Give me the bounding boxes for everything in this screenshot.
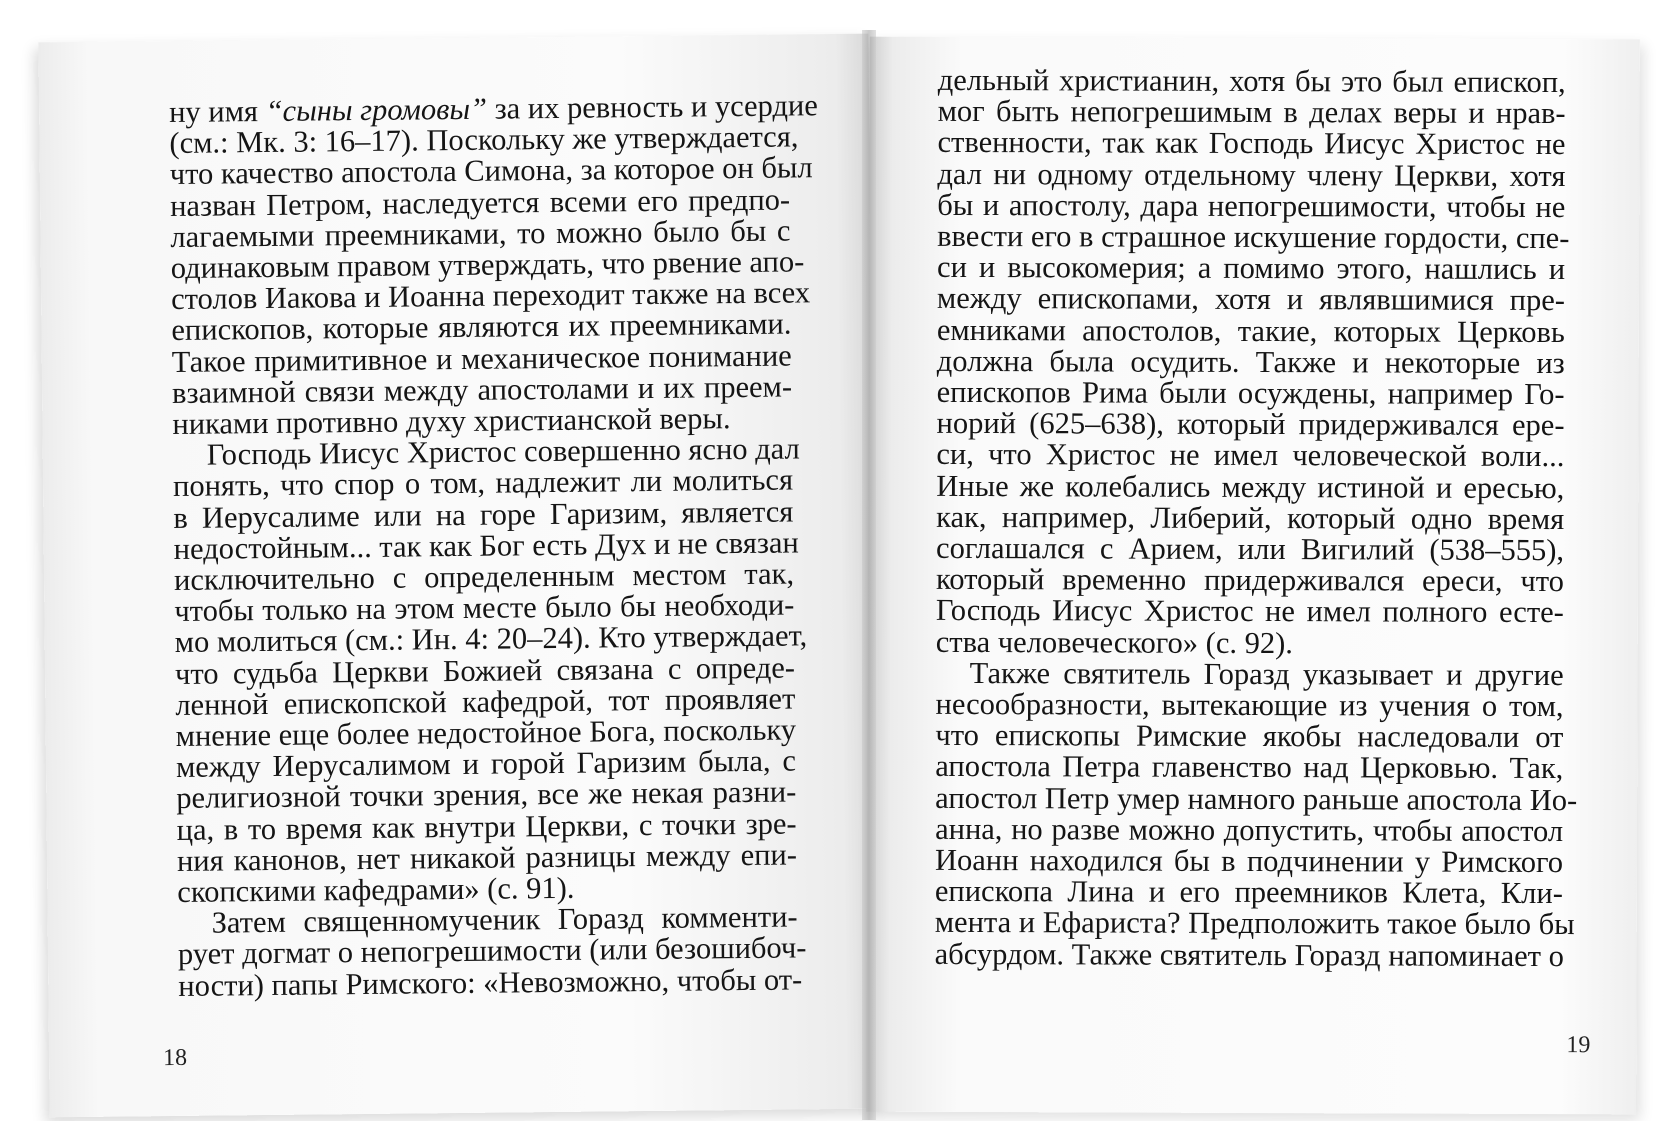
text-line: бы и апостолу, дара непогрешимости, чтобы не [937, 187, 1566, 224]
text-line: Господь Иисус Христос совершенно ясно дал [206, 431, 800, 472]
text-line: си и высокомерия; а помимо этого, нашлись и [937, 250, 1566, 287]
right-page-text [934, 62, 1578, 973]
right-page [866, 37, 1640, 1115]
text-line: между епископами, хотя и являвшимися пре- [936, 281, 1566, 318]
text-line: епископов Рима были осуждены, например Го- [936, 374, 1565, 412]
text-line: апостол Петр умер намного раньше апостола Ио- [935, 780, 1578, 817]
text-line: апостола Петра главенство над Церковью. Так, [935, 749, 1564, 786]
text-line: недостойным... так как Бог есть Дух и не связан [173, 525, 799, 566]
text-line: емниками апостолов, такие, которых Церковь [936, 312, 1565, 349]
text-line: мента и Ефариста? Предположить такое было бы [934, 905, 1575, 942]
text-line: (см.: Мк. 3: 16–17). Поскольку же утверждается, [169, 119, 799, 161]
text-line: Такое примитивное и механическое понимание [171, 338, 792, 379]
text-line: несообразности, вытекающие из учения о том, [935, 686, 1564, 724]
text-line: анна, но разве можно допустить, чтобы апостол [935, 811, 1564, 848]
text-line: ца, в то время как внутри Церкви, с точки зре- [176, 806, 797, 847]
text-line: соглашался с Арием, или Вигилий (538–555), [936, 530, 1565, 568]
text-line: исключительно с определенным местом так, [173, 556, 795, 598]
text-line: епископов, которые являются их преемниками. [171, 306, 792, 348]
text-line: мнение еще более недостойное Бога, поскольку [175, 712, 797, 754]
text-line: ственности, так как Господь Иисус Христос не [937, 125, 1566, 162]
text-line: абсурдом. Также святитель Горазд напоминает о [934, 936, 1564, 973]
text-line: ности) папы Римского: «Невозможно, чтобы от- [178, 962, 803, 1003]
text-line: чтобы только на этом месте было бы необходи- [174, 587, 795, 629]
text-line: дельный христианин, хотя бы это был епископ, [937, 62, 1566, 100]
left-page-text [168, 88, 818, 1003]
text-line: Затем священномученик Горазд комменти- [211, 899, 798, 940]
text-line: Иные же колебались между истиной и ересью, [936, 468, 1565, 505]
text-line: лагаемыми преемниками, то можно было бы с [170, 213, 791, 254]
book-spine [862, 30, 876, 1120]
text-line: что епископы Римские якобы наследовали от [935, 718, 1564, 755]
text-line: столов Иакова и Иоанна переходит также на всех [170, 275, 811, 317]
text-line: религиозной точки зрения, все же некая разни- [176, 774, 797, 816]
text-line: норий (625–638), который придерживался ере- [936, 406, 1565, 443]
text-line: как, например, Либерий, который одно время [936, 499, 1565, 536]
text-line: в Иерусалиме или на горе Гаризим, является [173, 494, 794, 535]
text-line: между Иерусалимом и горой Гаризим была, с [175, 743, 797, 785]
text-line: ства человеческого» (с. 92). [935, 624, 1293, 660]
text-line: понять, что спор о том, надлежит ли молиться [172, 462, 794, 504]
text-line: скопскими кафедрами» (с. 91). [177, 870, 575, 910]
text-line: одинаковым правом утверждать, что рвение апо- [170, 244, 805, 286]
text-line: назван Петром, наследуется всеми его предпо- [169, 182, 791, 223]
text-line: Также святитель Горазд указывает и другие [969, 655, 1564, 692]
text-line: ну имя “сыны громовы” за их ревность и усердие [168, 88, 818, 130]
text-line: мог быть непогрешимым в делах веры и нрав- [937, 94, 1566, 131]
text-line: должна была осудить. Также и некоторые из [936, 343, 1565, 380]
page-number: 19 [1566, 1032, 1591, 1059]
text-line: рует догмат о непогрешимости (или безошибоч- [177, 930, 807, 972]
text-line: Иоанн находился бы в подчинении у Римского [934, 842, 1564, 880]
text-line: взаимной связи между апостолами и их преем- [171, 369, 793, 410]
page-number: 18 [162, 1044, 188, 1072]
text-line: который временно придерживался ереси, что [935, 562, 1565, 599]
left-page [38, 34, 879, 1118]
text-line: дал ни одному отдельному члену Церкви, хотя [937, 156, 1566, 193]
text-line: Господь Иисус Христос не имел полного есте- [935, 593, 1564, 630]
text-line: ввести его в страшное искушение гордости, спе- [937, 218, 1570, 256]
text-line: ния канонов, нет никакой разницы между епи- [176, 837, 798, 878]
text-line: ленной епископской кафедрой, тот проявляет [175, 681, 796, 722]
text-line: никами противно духу христианской веры. [172, 401, 731, 442]
text-line: мо молиться (см.: Ин. 4: 20–24). Кто утверждает, [174, 618, 808, 660]
text-line: что качество апостола Симона, за которое он был [169, 150, 813, 192]
text-line: епископа Лина и его преемников Клета, Кли- [934, 874, 1563, 911]
text-line: что судьба Церкви Божией связана с опреде- [174, 650, 796, 691]
text-line: си, что Христос не имел человеческой воли... [936, 437, 1565, 474]
